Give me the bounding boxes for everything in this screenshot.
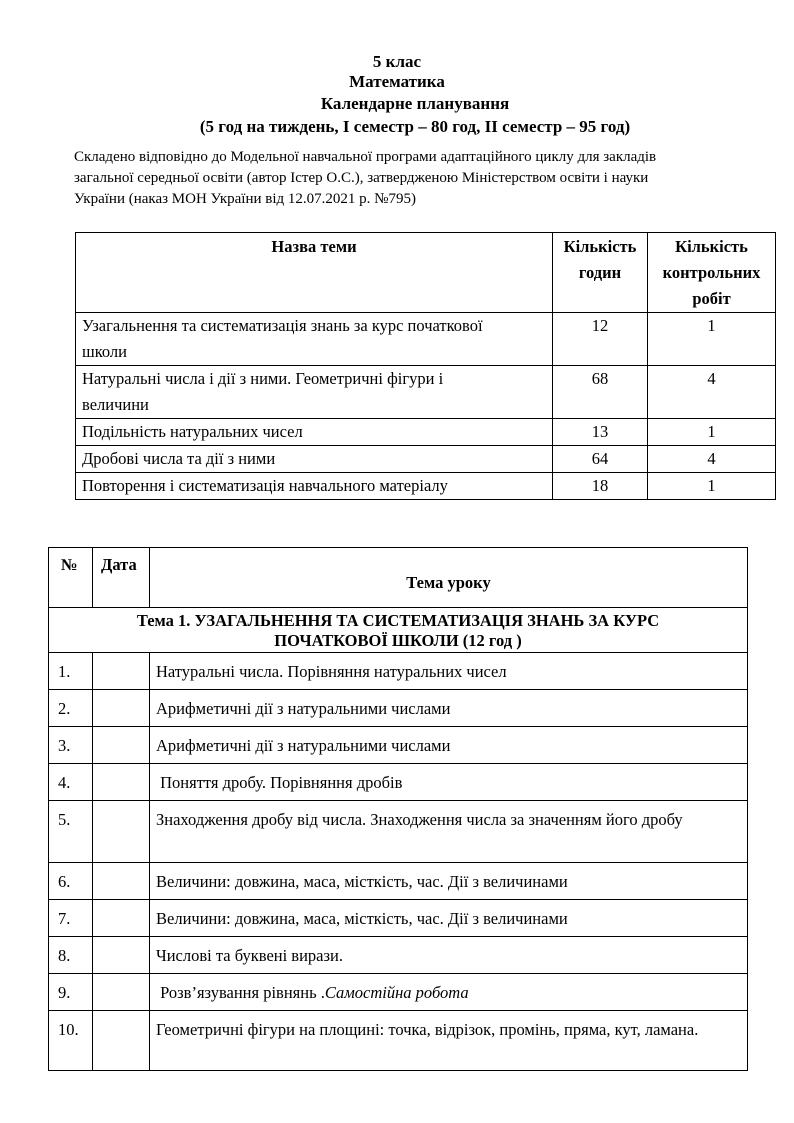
- lesson-number: 5.: [49, 801, 93, 863]
- lesson-row: [49, 653, 748, 690]
- summary-row: [76, 366, 776, 419]
- lesson-row: [49, 727, 748, 764]
- lesson-row: [49, 863, 748, 900]
- intro-paragraph: [74, 147, 734, 210]
- summary-hours: 13: [553, 419, 648, 446]
- lesson-number: 7.: [49, 900, 93, 937]
- column-header-hours: Кількість годин: [553, 233, 648, 313]
- lesson-date-cell: [93, 764, 150, 801]
- lesson-topic: Поняття дробу. Порівняння дробів: [150, 764, 748, 801]
- lesson-row: [49, 801, 748, 863]
- plan-title-heading: Календарне планування: [320, 94, 510, 113]
- lesson-date-cell: [93, 937, 150, 974]
- summary-hours: 68: [553, 366, 648, 419]
- lesson-number: 1.: [49, 653, 93, 690]
- lesson-number: 6.: [49, 863, 93, 900]
- column-header-date: Дата: [93, 548, 150, 608]
- lesson-topic: [150, 974, 748, 1011]
- lesson-number: 10.: [49, 1011, 93, 1071]
- lesson-topic: Величини: довжина, маса, місткість, час. Дії з величинами: [150, 863, 748, 900]
- intro-line: України (наказ МОН України від 12.07.2021 р. №795): [74, 191, 416, 207]
- summary-topic-name: Повторення і систематизація навчального матеріалу: [76, 473, 553, 500]
- summary-topic-name: Натуральні числа і дії з ними. Геометричні фігури і величини: [76, 366, 553, 419]
- summary-row: [76, 313, 776, 366]
- lesson-topic: Геометричні фігури на площині: точка, відрізок, промінь, пряма, кут, ламана.: [150, 1011, 748, 1071]
- lesson-number: 3.: [49, 727, 93, 764]
- lesson-date-cell: [93, 863, 150, 900]
- lesson-plan-table: [48, 547, 748, 1071]
- theme-row: [49, 608, 748, 653]
- summary-tests: 1: [648, 473, 776, 500]
- lesson-date-cell: [93, 900, 150, 937]
- lesson-row: [49, 1011, 748, 1071]
- lesson-topic: Числові та буквені вирази.: [150, 937, 748, 974]
- summary-row: [76, 446, 776, 473]
- lesson-topic: Арифметичні дії з натуральними числами: [150, 727, 748, 764]
- lesson-number: 4.: [49, 764, 93, 801]
- summary-tests: 1: [648, 419, 776, 446]
- summary-row: [76, 473, 776, 500]
- summary-row: [76, 419, 776, 446]
- lesson-row: [49, 764, 748, 801]
- lesson-header-row: [49, 548, 748, 608]
- lesson-topic: Натуральні числа. Порівняння натуральних чисел: [150, 653, 748, 690]
- summary-topic-name: Дробові числа та дії з ними: [76, 446, 553, 473]
- lesson-date-cell: [93, 974, 150, 1011]
- summary-topic-name: Подільність натуральних чисел: [76, 419, 553, 446]
- independent-work-label: Самостійна робота: [324, 983, 469, 1002]
- theme-title: Тема 1. УЗАГАЛЬНЕННЯ ТА СИСТЕМАТИЗАЦІЯ ЗНАНЬ ЗА КУРС ПОЧАТКОВОЇ ШКОЛИ (12 год ): [49, 608, 748, 653]
- summary-tests: 4: [648, 446, 776, 473]
- lesson-number: 2.: [49, 690, 93, 727]
- intro-line: загальної середньої освіти (автор Істер О.С.), затвердженою Міністерством освіти і науки: [74, 170, 649, 186]
- lesson-row: [49, 974, 748, 1011]
- lesson-topic: Величини: довжина, маса, місткість, час. Дії з величинами: [150, 900, 748, 937]
- lesson-date-cell: [93, 653, 150, 690]
- summary-hours: 18: [553, 473, 648, 500]
- summary-tests: 1: [648, 313, 776, 366]
- hours-heading: (5 год на тиждень, І семестр – 80 год, ІІ семестр – 95 год): [199, 117, 631, 136]
- lesson-date-cell: [93, 727, 150, 764]
- lesson-date-cell: [93, 1011, 150, 1071]
- lesson-topic-text: Розв’язування рівнянь .: [156, 983, 325, 1002]
- intro-line: Складено відповідно до Модельної навчальної програми адаптаційного циклу для закладів: [74, 149, 657, 165]
- column-header-topic-name: Назва теми: [76, 233, 553, 313]
- lesson-row: [49, 900, 748, 937]
- column-header-lesson-topic: Тема уроку: [150, 548, 748, 608]
- subject-heading: Математика: [349, 72, 445, 91]
- summary-tests: 4: [648, 366, 776, 419]
- summary-hours: 64: [553, 446, 648, 473]
- grade-heading: 5 клас: [372, 52, 422, 71]
- summary-topic-name: Узагальнення та систематизація знань за курс початкової школи: [76, 313, 553, 366]
- column-header-number: №: [49, 548, 93, 608]
- lesson-number: 9.: [49, 974, 93, 1011]
- column-header-tests: Кількість контрольних робіт: [648, 233, 776, 313]
- lesson-topic: Знаходження дробу від числа. Знаходження числа за значенням його дробу: [150, 801, 748, 863]
- summary-header-row: [76, 233, 776, 313]
- lesson-date-cell: [93, 690, 150, 727]
- summary-table: [75, 232, 776, 500]
- summary-hours: 12: [553, 313, 648, 366]
- lesson-row: [49, 690, 748, 727]
- lesson-number: 8.: [49, 937, 93, 974]
- lesson-topic: Арифметичні дії з натуральними числами: [150, 690, 748, 727]
- lesson-row: [49, 937, 748, 974]
- lesson-date-cell: [93, 801, 150, 863]
